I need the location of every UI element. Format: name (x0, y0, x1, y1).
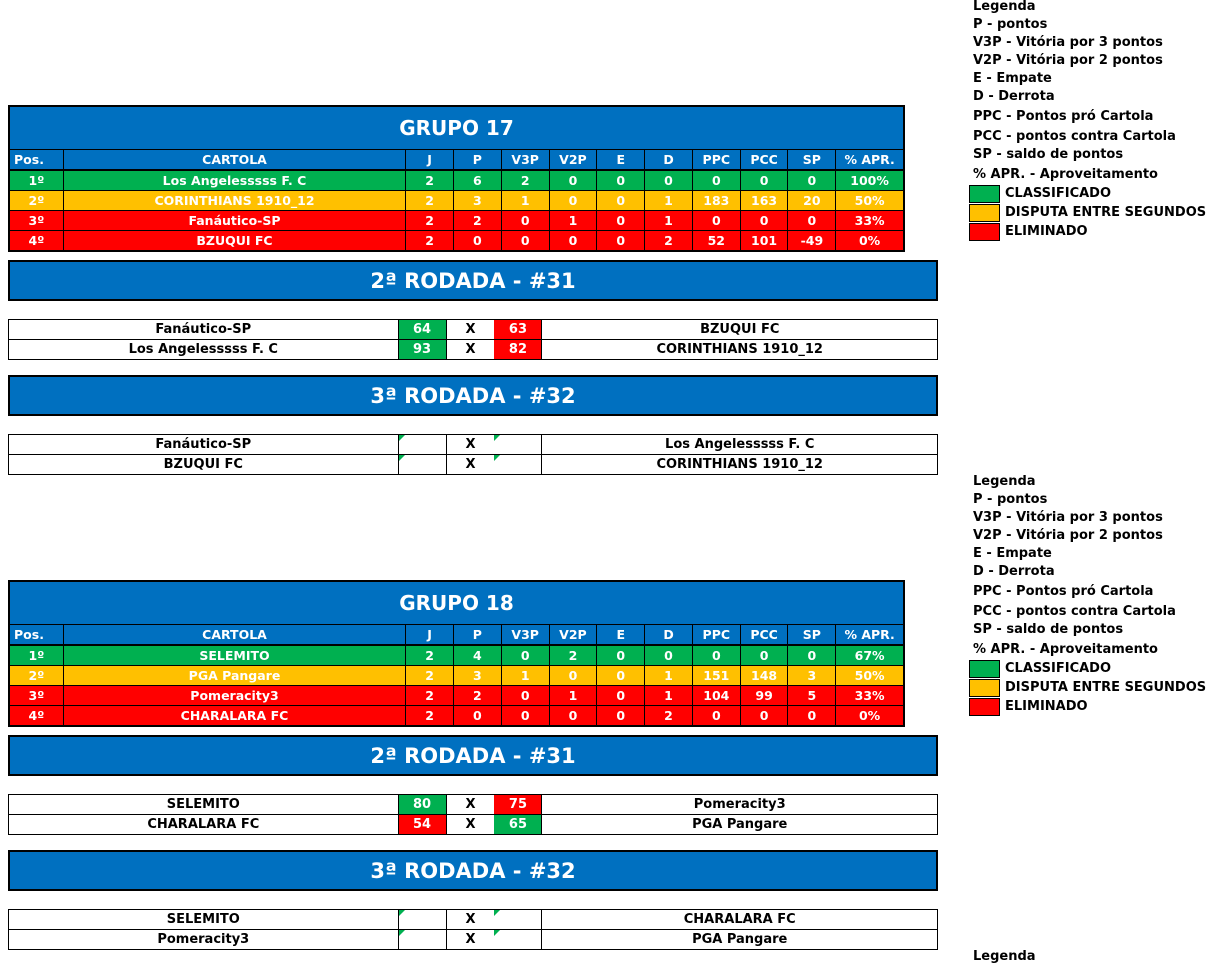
defeats: 1 (645, 666, 693, 685)
group-18-standings (8, 580, 905, 727)
col-d-header: D (645, 150, 693, 169)
away-team: CHARALARA FC (683, 912, 796, 927)
games: 2 (406, 211, 454, 230)
draws: 0 (597, 686, 645, 705)
match-row (9, 339, 937, 359)
dispute-swatch (969, 679, 1000, 697)
legend-group-18 (973, 473, 1219, 716)
away-team: BZUQUI FC (700, 322, 780, 337)
sp: 5 (788, 686, 836, 705)
col-v3p-header: V3P (502, 150, 550, 169)
games: 2 (406, 666, 454, 685)
eliminated-swatch (969, 698, 1000, 716)
versus: X (465, 817, 476, 832)
ppc: 0 (693, 706, 741, 725)
v2p: 0 (550, 706, 598, 725)
away-score: 63 (494, 320, 542, 339)
legend-group-17 (973, 0, 1219, 241)
pcc: 0 (741, 706, 789, 725)
legend-item: % APR. - Aproveitamento (973, 167, 1158, 182)
group-title: GRUPO 17 (10, 107, 903, 150)
group-title: GRUPO 18 (10, 582, 903, 625)
points: 0 (454, 231, 502, 250)
col-sp-header: SP (788, 150, 836, 169)
legend-status-label: ELIMINADO (1005, 699, 1088, 714)
legend-item: PCC - pontos contra Cartola (973, 129, 1176, 144)
points: 6 (454, 171, 502, 190)
team-name: SELEMITO (64, 646, 406, 665)
legend-next-title-partial (973, 948, 1219, 964)
classified-swatch (969, 185, 1000, 203)
team-name: Fanáutico-SP (64, 211, 406, 230)
standings-row (10, 170, 903, 190)
col-sp-header: SP (788, 625, 836, 644)
points: 2 (454, 686, 502, 705)
classified-swatch (969, 660, 1000, 678)
match-row (9, 814, 937, 834)
pcc: 0 (741, 211, 789, 230)
apr: 50% (854, 668, 885, 683)
legend-item: P - pontos (973, 17, 1048, 32)
v3p: 0 (502, 706, 550, 725)
col-p-header: P (454, 150, 502, 169)
col-j-header: J (406, 150, 454, 169)
apr: 67% (854, 648, 885, 663)
col-ppc-header: PPC (693, 625, 741, 644)
dispute-swatch (969, 204, 1000, 222)
home-team: SELEMITO (9, 795, 399, 814)
v3p: 2 (502, 171, 550, 190)
versus: X (465, 932, 476, 947)
ppc: 52 (693, 231, 741, 250)
points: 3 (454, 191, 502, 210)
legend-item: % APR. - Aproveitamento (973, 642, 1158, 657)
legend-status-classified (973, 184, 1219, 203)
v3p: 1 (502, 191, 550, 210)
away-score-input[interactable] (494, 435, 542, 454)
versus: X (465, 437, 476, 452)
legend-item: V2P - Vitória por 2 pontos (973, 53, 1163, 68)
position: 1º (10, 646, 64, 665)
col-pos-header: Pos. (10, 150, 64, 169)
team-name: PGA Pangare (64, 666, 406, 685)
sp: 0 (788, 646, 836, 665)
away-team: PGA Pangare (692, 817, 788, 832)
draws: 0 (597, 706, 645, 725)
col-pos-header: Pos. (10, 625, 64, 644)
away-score-input[interactable] (494, 455, 542, 474)
ppc: 0 (693, 171, 741, 190)
sp: 0 (788, 211, 836, 230)
v3p: 0 (502, 231, 550, 250)
legend-item: D - Derrota (973, 564, 1055, 579)
away-team: CORINTHIANS 1910_12 (656, 457, 823, 472)
away-score: 82 (494, 340, 542, 359)
col-apr-header: % APR. (844, 627, 895, 642)
team-name: Los Angelesssss F. C (64, 171, 406, 190)
legend-title: Legenda (973, 0, 1036, 14)
apr: 50% (854, 193, 885, 208)
defeats: 1 (645, 191, 693, 210)
position: 2º (10, 666, 64, 685)
home-team: CHARALARA FC (9, 815, 399, 834)
legend-item: E - Empate (973, 71, 1052, 86)
legend-item: PPC - Pontos pró Cartola (973, 109, 1154, 124)
col-d-header: D (645, 625, 693, 644)
v3p: 0 (502, 211, 550, 230)
home-team: Fanáutico-SP (9, 320, 399, 339)
versus: X (465, 342, 476, 357)
v2p: 1 (550, 211, 598, 230)
draws: 0 (597, 171, 645, 190)
match-row (9, 929, 937, 949)
legend-item: SP - saldo de pontos (973, 147, 1124, 162)
col-ppc-header: PPC (693, 150, 741, 169)
ppc: 0 (693, 646, 741, 665)
round-2-matches (8, 319, 938, 360)
legend-status-eliminated (973, 697, 1219, 716)
ppc: 183 (693, 191, 741, 210)
standings-header-row (10, 625, 903, 645)
position: 4º (10, 706, 64, 725)
standings-row (10, 230, 903, 250)
defeats: 1 (645, 686, 693, 705)
col-pcc-header: PCC (741, 150, 789, 169)
legend-item: D - Derrota (973, 89, 1055, 104)
legend-status-label: CLASSIFICADO (1005, 186, 1112, 201)
v3p: 0 (502, 686, 550, 705)
col-v3p-header: V3P (502, 625, 550, 644)
games: 2 (406, 191, 454, 210)
away-team: Pomeracity3 (693, 797, 786, 812)
pcc: 0 (741, 171, 789, 190)
away-score: 65 (494, 815, 542, 834)
legend-status-eliminated (973, 222, 1219, 241)
legend-title: Legenda (973, 474, 1036, 489)
points: 2 (454, 211, 502, 230)
col-j-header: J (406, 625, 454, 644)
away-score-input[interactable] (494, 910, 542, 929)
points: 3 (454, 666, 502, 685)
legend-status-classified (973, 659, 1219, 678)
col-e-header: E (597, 625, 645, 644)
away-score-input[interactable] (494, 930, 542, 949)
standings-row (10, 645, 903, 665)
ppc: 104 (693, 686, 741, 705)
group-17-standings (8, 105, 905, 252)
match-row (9, 454, 937, 474)
legend-item: V3P - Vitória por 3 pontos (973, 35, 1163, 50)
draws: 0 (597, 231, 645, 250)
home-score: 54 (399, 815, 447, 834)
standings-row (10, 210, 903, 230)
standings-row (10, 190, 903, 210)
v3p: 1 (502, 666, 550, 685)
defeats: 1 (645, 211, 693, 230)
v2p: 1 (550, 686, 598, 705)
apr: 33% (854, 688, 885, 703)
sp: -49 (788, 231, 836, 250)
home-score: 80 (399, 795, 447, 814)
pcc: 163 (741, 191, 789, 210)
home-team: Pomeracity3 (9, 930, 399, 949)
games: 2 (406, 171, 454, 190)
round-2-banner: 2ª RODADA - #31 (8, 260, 938, 301)
match-row (9, 435, 937, 454)
apr: 0% (858, 708, 881, 723)
round-3-matches (8, 909, 938, 950)
away-score: 75 (494, 795, 542, 814)
col-cartola-header: CARTOLA (64, 625, 406, 644)
standings-row (10, 685, 903, 705)
col-cartola-header: CARTOLA (64, 150, 406, 169)
match-row (9, 795, 937, 814)
round-3-matches (8, 434, 938, 475)
legend-item: V2P - Vitória por 2 pontos (973, 528, 1163, 543)
round-3-banner: 3ª RODADA - #32 (8, 375, 938, 416)
away-team: Los Angelesssss F. C (665, 437, 815, 452)
team-name: Pomeracity3 (64, 686, 406, 705)
v2p: 0 (550, 231, 598, 250)
v2p: 0 (550, 191, 598, 210)
round-2-banner: 2ª RODADA - #31 (8, 735, 938, 776)
legend-item: V3P - Vitória por 3 pontos (973, 510, 1163, 525)
pcc: 0 (741, 646, 789, 665)
col-e-header: E (597, 150, 645, 169)
position: 2º (10, 191, 64, 210)
games: 2 (406, 231, 454, 250)
match-row (9, 320, 937, 339)
defeats: 0 (645, 171, 693, 190)
legend-status-dispute (973, 678, 1219, 697)
versus: X (465, 912, 476, 927)
away-team: PGA Pangare (692, 932, 788, 947)
draws: 0 (597, 666, 645, 685)
legend-item: PPC - Pontos pró Cartola (973, 584, 1154, 599)
col-pcc-header: PCC (741, 625, 789, 644)
home-team: Los Angelesssss F. C (9, 340, 399, 359)
ppc: 0 (693, 211, 741, 230)
apr: 100% (850, 173, 889, 188)
legend-title: Legenda (973, 949, 1036, 964)
home-score-input[interactable] (399, 455, 447, 474)
versus: X (465, 797, 476, 812)
versus: X (465, 322, 476, 337)
games: 2 (406, 646, 454, 665)
v2p: 2 (550, 646, 598, 665)
draws: 0 (597, 646, 645, 665)
home-team: BZUQUI FC (9, 455, 399, 474)
draws: 0 (597, 211, 645, 230)
games: 2 (406, 686, 454, 705)
standings-header-row (10, 150, 903, 170)
v3p: 0 (502, 646, 550, 665)
home-score: 64 (399, 320, 447, 339)
standings-row (10, 665, 903, 685)
eliminated-swatch (969, 223, 1000, 241)
home-team: Fanáutico-SP (9, 435, 399, 454)
legend-item: PCC - pontos contra Cartola (973, 604, 1176, 619)
legend-status-label: CLASSIFICADO (1005, 661, 1112, 676)
v2p: 0 (550, 666, 598, 685)
match-row (9, 910, 937, 929)
points: 4 (454, 646, 502, 665)
draws: 0 (597, 191, 645, 210)
legend-status-dispute (973, 203, 1219, 222)
points: 0 (454, 706, 502, 725)
col-v2p-header: V2P (550, 625, 598, 644)
col-p-header: P (454, 625, 502, 644)
sp: 0 (788, 171, 836, 190)
home-score-input[interactable] (399, 910, 447, 929)
pcc: 99 (741, 686, 789, 705)
legend-item: SP - saldo de pontos (973, 622, 1124, 637)
legend-status-label: ELIMINADO (1005, 224, 1088, 239)
legend-status-label: DISPUTA ENTRE SEGUNDOS (1005, 205, 1207, 220)
defeats: 0 (645, 646, 693, 665)
position: 3º (10, 211, 64, 230)
legend-item: P - pontos (973, 492, 1048, 507)
home-team: SELEMITO (9, 910, 399, 929)
col-apr-header: % APR. (844, 152, 895, 167)
sp: 20 (788, 191, 836, 210)
team-name: CORINTHIANS 1910_12 (64, 191, 406, 210)
pcc: 101 (741, 231, 789, 250)
defeats: 2 (645, 231, 693, 250)
round-2-matches (8, 794, 938, 835)
v2p: 0 (550, 171, 598, 190)
ppc: 151 (693, 666, 741, 685)
home-score-input[interactable] (399, 930, 447, 949)
position: 3º (10, 686, 64, 705)
home-score-input[interactable] (399, 435, 447, 454)
standings-row (10, 705, 903, 725)
team-name: CHARALARA FC (64, 706, 406, 725)
round-3-banner: 3ª RODADA - #32 (8, 850, 938, 891)
col-v2p-header: V2P (550, 150, 598, 169)
apr: 33% (854, 213, 885, 228)
versus: X (465, 457, 476, 472)
away-team: CORINTHIANS 1910_12 (656, 342, 823, 357)
games: 2 (406, 706, 454, 725)
home-score: 93 (399, 340, 447, 359)
legend-status-label: DISPUTA ENTRE SEGUNDOS (1005, 680, 1207, 695)
sp: 0 (788, 706, 836, 725)
apr: 0% (858, 233, 881, 248)
team-name: BZUQUI FC (64, 231, 406, 250)
sp: 3 (788, 666, 836, 685)
legend-item: E - Empate (973, 546, 1052, 561)
position: 4º (10, 231, 64, 250)
position: 1º (10, 171, 64, 190)
defeats: 2 (645, 706, 693, 725)
pcc: 148 (741, 666, 789, 685)
